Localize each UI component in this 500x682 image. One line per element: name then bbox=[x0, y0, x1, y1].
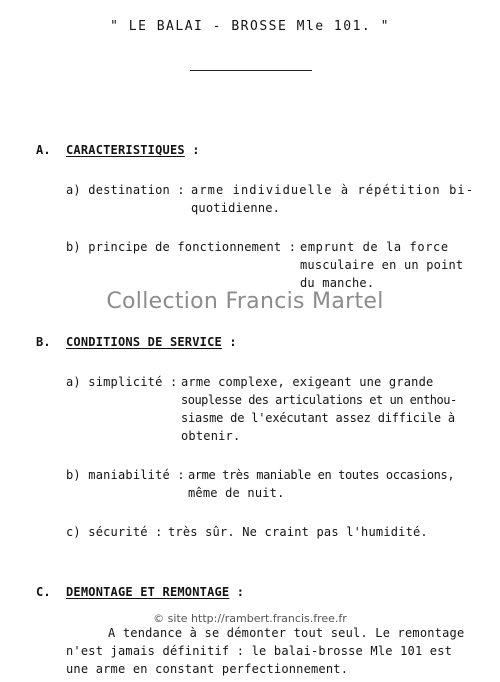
section-c-letter: C. bbox=[36, 585, 51, 599]
section-a-heading-text: CARACTERISTIQUES bbox=[66, 143, 185, 157]
section-b-heading-text: CONDITIONS DE SERVICE bbox=[66, 335, 222, 349]
section-b-letter: B. bbox=[36, 335, 51, 349]
destination-line-1: arme individuelle à répétition bi- bbox=[191, 183, 475, 197]
section-c-heading-colon: : bbox=[229, 585, 245, 599]
destination-label: a) destination : bbox=[66, 183, 185, 197]
section-a-heading bbox=[66, 141, 200, 159]
simplicite-line-3: siasme de l'exécutant assez difficile à bbox=[181, 411, 455, 425]
maniabilite-line-2: même de nuit. bbox=[188, 486, 285, 500]
simplicite-label: a) simplicité : bbox=[66, 375, 178, 389]
section-c-heading-text: DEMONTAGE ET REMONTAGE bbox=[66, 585, 230, 599]
collection-watermark: Collection Francis Martel bbox=[106, 289, 384, 314]
securite-label: c) sécurité : bbox=[66, 525, 163, 539]
maniabilite-label: b) maniabilité : bbox=[66, 468, 185, 482]
title-underline-divider bbox=[190, 70, 312, 71]
site-credit-watermark: © site http://rambert.francis.free.fr bbox=[153, 612, 347, 625]
section-b-heading bbox=[66, 333, 237, 351]
section-c-heading bbox=[66, 583, 244, 601]
demontage-line-2: n'est jamais définitif : le balai-brosse Mle 101 est bbox=[66, 644, 453, 658]
principe-line-2: musculaire en un point bbox=[300, 258, 464, 272]
simplicite-line-4: obtenir. bbox=[181, 429, 241, 443]
principe-line-1: emprunt de la force bbox=[300, 240, 449, 254]
demontage-line-3: une arme en constant perfectionnement. bbox=[66, 662, 349, 676]
section-a-letter: A. bbox=[36, 143, 51, 157]
section-b-heading-colon: : bbox=[221, 335, 237, 349]
simplicite-line-2: souplesse des articulations et un enthou- bbox=[181, 393, 457, 407]
principe-label: b) principe de fonctionnement : bbox=[66, 240, 297, 254]
destination-line-2: quotidienne. bbox=[191, 201, 281, 215]
section-a-heading-colon: : bbox=[184, 143, 200, 157]
maniabilite-line-1: arme très maniable en toutes occasions, bbox=[188, 468, 455, 482]
securite-line-1: très sûr. Ne craint pas l'humidité. bbox=[168, 525, 428, 539]
simplicite-line-1: arme complexe, exigeant une grande bbox=[181, 375, 434, 389]
principe-line-3: du manche. bbox=[300, 276, 375, 290]
demontage-line-1: A tendance à se démonter tout seul. Le remontage bbox=[108, 626, 465, 640]
page-title: " LE BALAI - BROSSE Mle 101. " bbox=[110, 19, 390, 34]
